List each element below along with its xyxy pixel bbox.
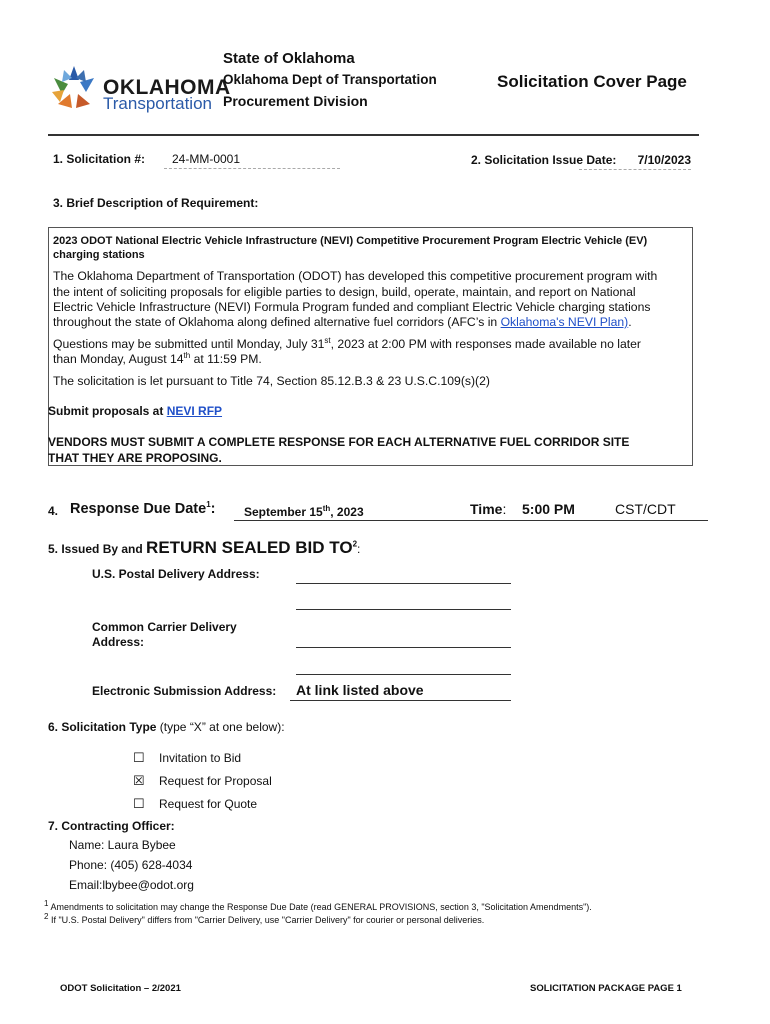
- description-para1-line4-end: .: [628, 315, 632, 329]
- header-divider: [48, 134, 699, 136]
- vendors-notice-line1: VENDORS MUST SUBMIT A COMPLETE RESPONSE FOR EACH ALTERNATIVE FUEL CORRIDOR SITE: [48, 435, 630, 449]
- solicitation-number-label: 1. Solicitation #:: [53, 152, 146, 166]
- option-invitation-to-bid: Invitation to Bid: [159, 751, 242, 765]
- description-para1-line4-text: throughout the state of Oklahoma along defined alternative fuel corridors (AFC’s in: [53, 315, 501, 329]
- description-para1-line2: the intent of soliciting proposals for eligible parties to design, build, operate, maintain, and report on National: [53, 285, 636, 299]
- para2-sup-st: st: [324, 335, 331, 345]
- description-title-line1: 2023 ODOT National Electric Vehicle Infrastructure (NEVI) Competitive Procurement Program Electric Vehicle (EV): [53, 235, 648, 247]
- issued-by-label: [48, 538, 360, 558]
- footnote-1-marker: 1: [44, 899, 49, 908]
- description-para2-line1: [53, 336, 641, 352]
- due-date-value[interactable]: [244, 505, 364, 519]
- officer-email[interactable]: Email:lbybee@odot.org: [69, 878, 194, 892]
- nevi-plan-link[interactable]: Oklahoma's NEVI Plan): [500, 315, 629, 329]
- nevi-rfp-link[interactable]: NEVI RFP: [166, 404, 223, 418]
- checkbox-invitation-to-bid[interactable]: ☐: [133, 750, 145, 765]
- postal-address-field-1[interactable]: [296, 583, 511, 584]
- carrier-address-field-2[interactable]: [296, 674, 511, 675]
- electronic-address-label: Electronic Submission Address:: [92, 684, 277, 698]
- return-sealed-bid-text: RETURN SEALED BID TO: [146, 538, 353, 557]
- electronic-address-value[interactable]: At link listed above: [296, 682, 424, 698]
- postal-address-field-2[interactable]: [296, 609, 511, 610]
- due-date-label-text: Response Due Date: [70, 501, 207, 517]
- footnote-2: [44, 912, 485, 925]
- electronic-address-underline: [290, 700, 511, 701]
- time-colon: :: [502, 501, 507, 517]
- description-para2-line2: [53, 351, 262, 367]
- issue-date-field[interactable]: 7/10/2023: [579, 153, 691, 170]
- footnote-1: [44, 899, 592, 912]
- solicitation-number-field[interactable]: 24-MM-0001: [164, 152, 340, 169]
- due-date-colon: :: [210, 501, 216, 517]
- header-state: State of Oklahoma: [223, 50, 355, 67]
- para2-text-a: Questions may be submitted until Monday, July 31: [53, 337, 325, 351]
- footnote-2-marker: 2: [44, 912, 49, 921]
- due-date-text: September 15: [244, 505, 323, 519]
- option-request-for-proposal: Request for Proposal: [159, 774, 272, 788]
- para2-text-d: at 11:59 PM.: [190, 352, 262, 366]
- postal-address-label: U.S. Postal Delivery Address:: [92, 567, 260, 581]
- logo-wordmark-oklahoma: OKLAHOMA: [103, 76, 231, 99]
- checkbox-request-for-quote[interactable]: ☐: [133, 796, 145, 811]
- timezone: CST/CDT: [615, 501, 676, 517]
- description-label: 3. Brief Description of Requirement:: [53, 196, 259, 210]
- description-title-line2: charging stations: [53, 249, 145, 261]
- description-para3: The solicitation is let pursuant to Title 74, Section 85.12.B.3 & 23 U.S.C.109(s)(2): [53, 374, 490, 388]
- due-date-label: [70, 501, 215, 517]
- header-dept: Oklahoma Dept of Transportation: [223, 72, 437, 87]
- time-label-text: Time: [470, 501, 503, 517]
- issued-by-text: 5. Issued By and: [48, 542, 147, 556]
- footnote-2-text: If "U.S. Postal Delivery" differs from "Carrier Delivery, use "Carrier Delivery" for courier or personal deliveries.: [48, 915, 485, 925]
- para2-text-b: , 2023 at 2:00 PM with responses made available no later: [330, 337, 641, 351]
- footnote-1-text: Amendments to solicitation may change the Response Due Date (read GENERAL PROVISIONS, section 3, "Solicitation Amendments").: [48, 902, 592, 912]
- solicitation-type-label: [48, 720, 285, 734]
- due-date-footnote-ref: 1: [206, 500, 211, 510]
- option-request-for-quote: Request for Quote: [159, 797, 258, 811]
- officer-name: Name: Laura Bybee: [69, 838, 176, 852]
- submit-proposals: [48, 404, 222, 418]
- logo-wordmark-transportation: Transportation: [103, 94, 212, 113]
- page-title: Solicitation Cover Page: [497, 72, 687, 91]
- para2-text-c: than Monday, August 14: [53, 352, 184, 366]
- officer-phone: Phone: (405) 628-4034: [69, 858, 193, 872]
- due-date-sup: th: [322, 504, 331, 513]
- vendors-notice-line2: THAT THEY ARE PROPOSING.: [48, 451, 222, 465]
- issued-footnote-ref: 2: [352, 539, 358, 549]
- footer-left: ODOT Solicitation – 2/2021: [60, 983, 181, 994]
- due-date-underline: [234, 520, 708, 521]
- description-para1-line3: Electric Vehicle Infrastructure (NEVI) Formula Program funded and compliant Electric Vehicle charging stations: [53, 300, 651, 314]
- carrier-address-label-line2: Address:: [92, 635, 145, 649]
- description-para1-line4: [53, 314, 632, 330]
- carrier-address-label-line1: Common Carrier Delivery: [92, 620, 237, 634]
- solicitation-type-title: 6. Solicitation Type: [48, 720, 157, 734]
- header-division: Procurement Division: [223, 93, 368, 109]
- time-value[interactable]: 5:00 PM: [522, 501, 575, 517]
- time-label: [470, 501, 506, 517]
- contracting-officer-label: 7. Contracting Officer:: [48, 819, 175, 833]
- issued-colon: :: [357, 542, 361, 556]
- submit-proposals-text: Submit proposals at: [48, 404, 167, 418]
- solicitation-type-hint: (type “X” at one below):: [156, 720, 285, 734]
- issue-date-label: 2. Solicitation Issue Date:: [471, 153, 617, 167]
- due-date-num: 4.: [48, 504, 59, 518]
- carrier-address-field-1[interactable]: [296, 647, 511, 648]
- footer-right: SOLICITATION PACKAGE PAGE 1: [530, 983, 682, 994]
- due-date-year: , 2023: [330, 505, 364, 519]
- checkbox-request-for-proposal[interactable]: ☒: [133, 773, 145, 788]
- description-para1-line1: The Oklahoma Department of Transportation (ODOT) has developed this competitive procurement program with: [53, 269, 658, 283]
- para2-sup-th: th: [183, 350, 191, 360]
